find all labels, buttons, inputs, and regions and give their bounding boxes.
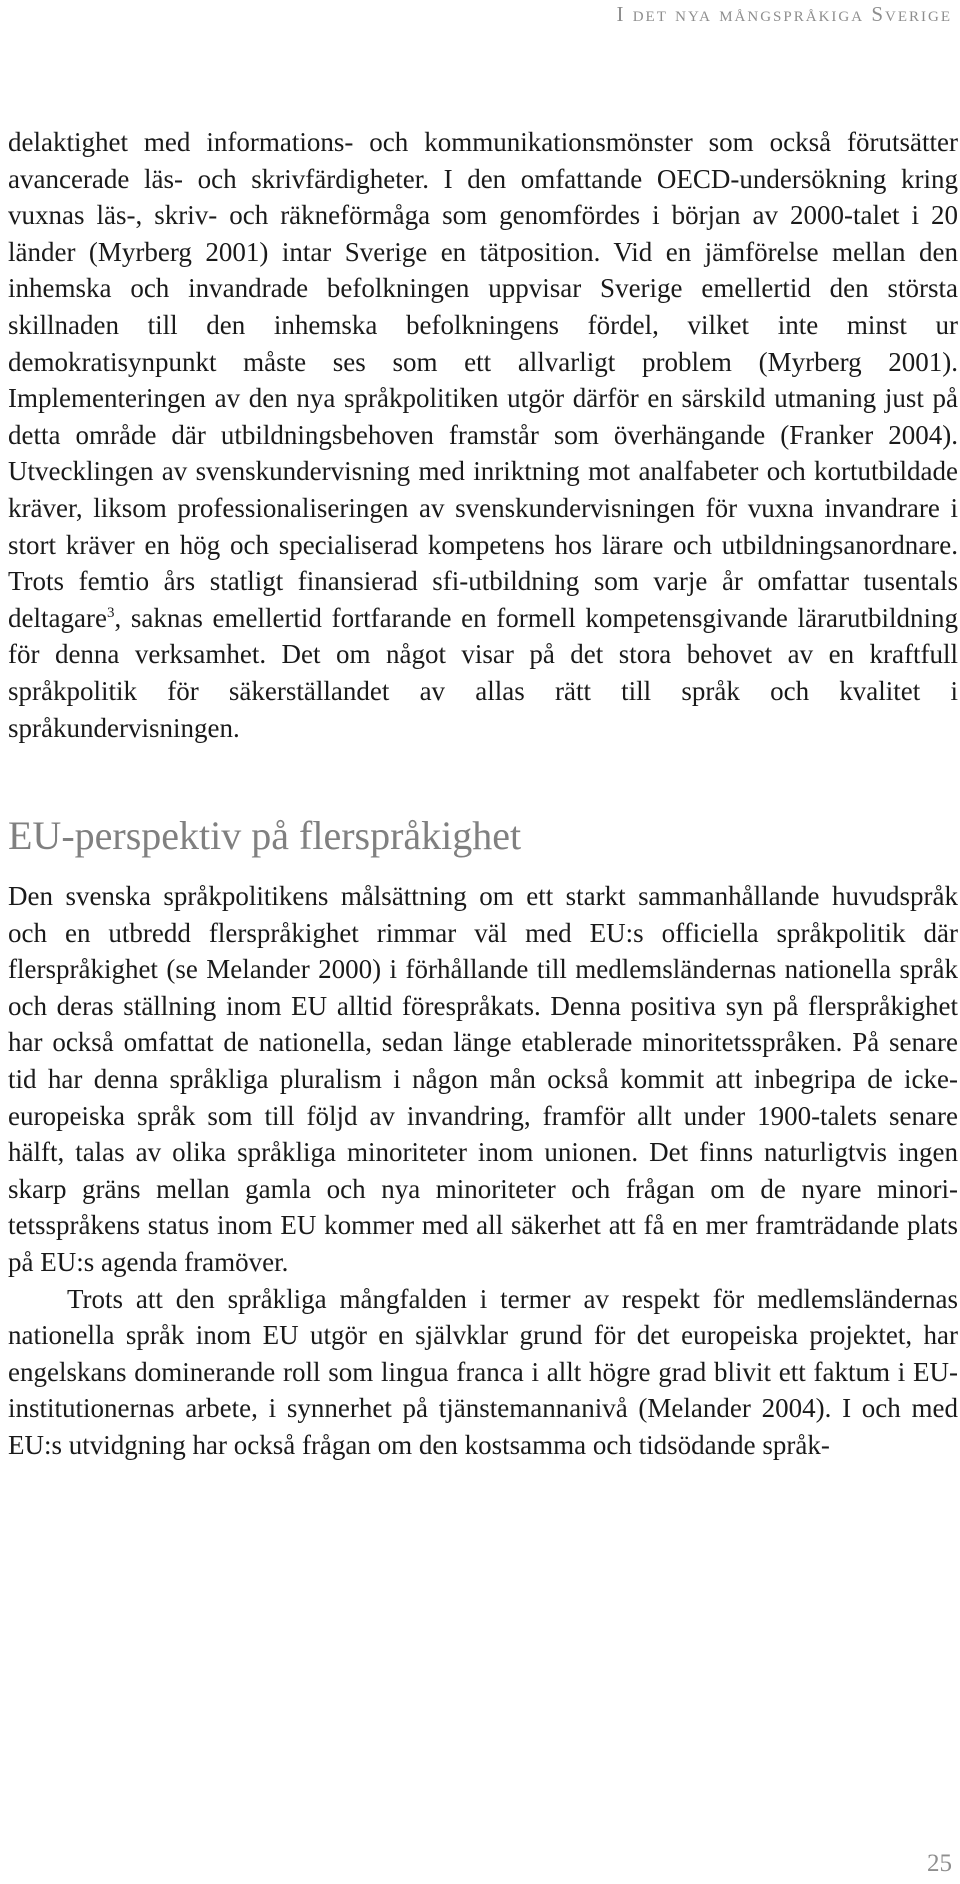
page-number: 25 xyxy=(927,1850,952,1877)
body-paragraph-3: Trots att den språkliga mångfalden i termer av respekt för medlemsländernas nationella språk inom EU utgör en självklar grund för det europeiska projektet, har engelskans dominerande roll som lingua franca i allt högre grad blivit ett faktum i EU-institutionernas arbete, i synnerhet på tjänstemannanivå (Melander 2004). I och med EU:s utvidgning har också frågan om den kostsamma och tidsödande språk- xyxy=(8,1283,958,1460)
paragraph-1-text: delaktighet med informations- och kommunikationsmönster som också förutsätter avancerade läs- och skrivfärdigheter. I den omfattande OECD-undersökning kring vuxnas läs-, skriv- och räkneförmåga som genomfördes i början av 2000-talet i 20 länder (Myrberg 2001) intar Sverige en tätposition. Vid en jämförelse mellan den inhemska och invandrade befolkningen uppvisar Sverige emellertid den största skillnaden till den inhemska befolkningens fördel, vilket inte minst ur demokratisynpunkt måste ses som ett allvarligt problem (Myrberg 2001). Implementeringen av den nya språkpolitiken utgör därför en särskild utmaning just på detta område där utbildningsbehoven framstår som överhängande (Franker 2004). Utvecklingen av svenskundervisning med inriktning mot analfabeter och kortutbildade kräver, liksom professionaliseringen av svenskundervisningen för vuxna invandrare i stort kräver en hög och specialiserad kompetens hos lärare och utbildningsanordnare. Trots femtio års statligt finansierad sfi-utbildning som varje år omfattar tusentals deltagare xyxy=(8,127,958,633)
page-body xyxy=(8,124,958,1464)
body-paragraph-2: Den svenska språkpolitikens målsättning om ett starkt sammanhållande huvudspråk och en utbredd flerspråkighet rimmar väl med EU:s officiella språkpolitik där flerspråkighet (se Melander 2000) i förhållande till medlemsländernas nationella språk och deras ställning inom EU alltid förespråkats. Denna positiva syn på flerspråkighet har också omfattat de nationella, sedan länge etablerade minoritetsspråken. På senare tid har denna språkliga pluralism i någon mån också kommit att inbegripa de icke-europeiska språk som till följd av invandring, framför allt under 1900-talets senare hälft, talas av olika språkliga minoriteter inom unionen. Det finns naturligtvis ingen skarp gräns mellan gamla och nya minoriteter och frågan om de nyare minoritetsspråkens status inom EU kommer med all säkerhet att få en mer framträdande plats på EU:s agenda framöver. xyxy=(8,881,958,1278)
section-heading: EU-perspektiv på flerspråkighet xyxy=(8,813,522,859)
body-paragraph-1 xyxy=(8,124,958,746)
footnote-marker: 3 xyxy=(106,604,115,621)
paragraph-1-text-continued: , saknas emellertid fortfarande en formell kompetensgivande lärarutbildning för denna verksamhet. Det om något visar på det stora behovet av en kraftfull språkpolitik för säkerställandet av allas rätt till språk och kvalitet i språkundervisningen. xyxy=(8,602,958,743)
running-head: I det nya mångspråkiga Sverige xyxy=(616,2,952,26)
